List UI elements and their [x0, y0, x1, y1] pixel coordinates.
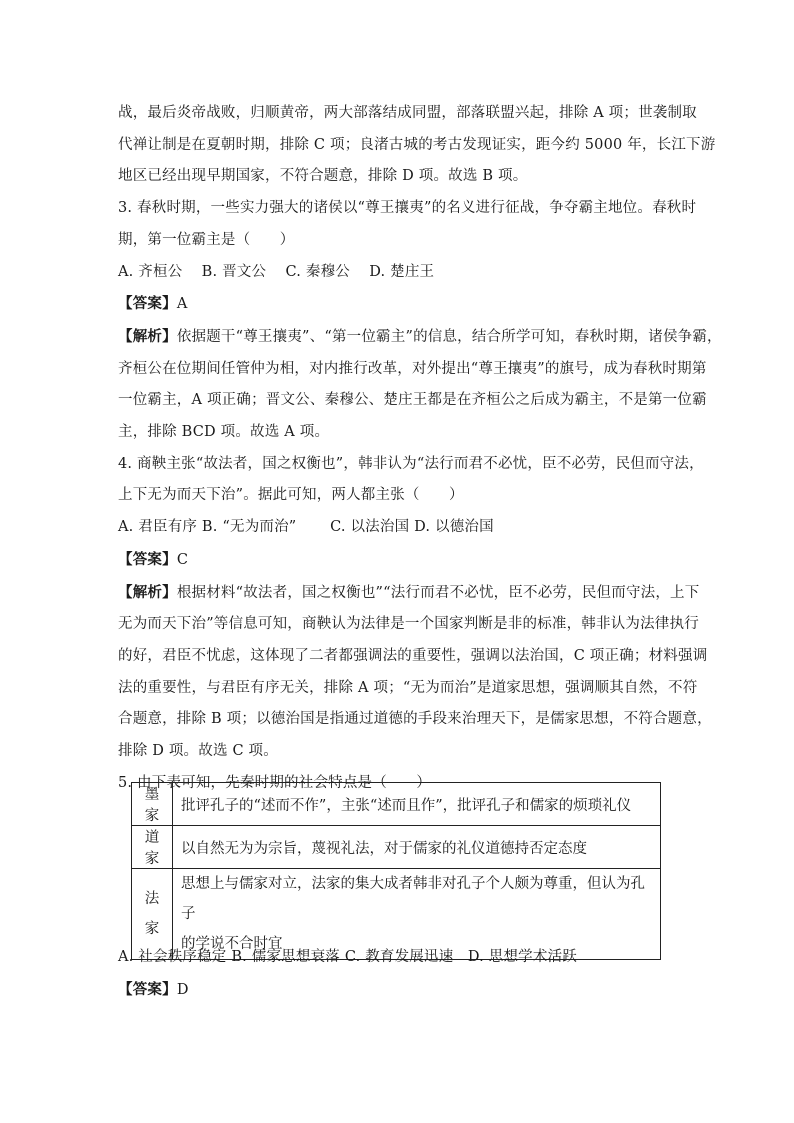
q3-answer	[118, 288, 688, 321]
q4-options	[118, 512, 688, 544]
q4-analysis-line: 合题意，排除 B 项；以德治国是指通过道德的手段来治理天下，是儒家思想，不符合题意，	[118, 711, 712, 728]
q3-analysis-line: 主，排除 BCD 项。故选 A 项。	[118, 424, 330, 441]
answer-label: 【答案】	[118, 980, 177, 998]
answer-value: D	[176, 981, 189, 998]
table-row	[132, 783, 661, 826]
q4-answer	[118, 544, 688, 577]
q3-option-b: B. 晋文公	[201, 263, 267, 280]
document-body	[118, 98, 722, 799]
analysis-label: 【解析】	[118, 583, 177, 601]
table-description: 思想上与儒家对立，法家的集大成者韩非对孔子个人颇为尊重，但认为孔子 的学说不合时宜	[173, 869, 661, 960]
q3-stem-line: 3. 春秋时期，一些实力强大的诸侯以“尊王攘夷”的名义进行征战，争夺霸主地位。春秋时	[118, 200, 697, 217]
q5-answer	[118, 974, 688, 1007]
q5-options	[118, 942, 688, 974]
paragraph-line: 战，最后炎帝战败，归顺黄帝，两大部落结成同盟，部落联盟兴起，排除 A 项；世袭制取	[118, 105, 697, 121]
table-description: 批评孔子的“述而不作”，主张“述而且作”，批评孔子和儒家的烦琐礼仪	[173, 783, 661, 826]
q4-analysis-line: 【解析】根据材料“故法者，国之权衡也”“法行而君不必忧，臣不必劳，民但而守法，上下	[118, 583, 700, 601]
answer-value: C	[176, 551, 189, 568]
schools-table	[131, 782, 661, 960]
q4-stem-line: 4. 商鞅主张“故法者，国之权衡也”，韩非认为“法行而君不必忧，臣不必劳，民但而守法，	[118, 455, 704, 472]
q4-option-a: A. 君臣有序	[118, 519, 198, 536]
table-row	[132, 826, 661, 869]
q5-option-c: C. 教育发展迅速	[344, 949, 454, 965]
q5-option-d: D. 思想学术活跃	[467, 949, 577, 965]
q4-option-d: D. 以德治国	[414, 519, 494, 536]
table-description: 以自然无为为宗旨，蔑视礼法，对于儒家的礼仪道德持否定态度	[173, 826, 661, 869]
q4-analysis-line: 排除 D 项。故选 C 项。	[118, 743, 278, 760]
answer-value: A	[176, 296, 188, 313]
q5-stem: 5. 由下表可知，先秦时期的社会特点是（ ）	[118, 774, 432, 791]
q5-option-a: A. 社会秩序稳定	[118, 949, 227, 965]
q4-option-c: C. 以法治国	[330, 519, 410, 536]
q4-analysis-line: 的好，君臣不忧虑，这体现了二者都强调法的重要性，强调以法治国，C 项正确；材料强调	[118, 647, 708, 664]
paragraph-line: 地区已经出现早期国家，不符合题意，排除 D 项。故选 B 项。	[118, 168, 528, 185]
q3-option-a: A. 齐桓公	[118, 263, 183, 280]
analysis-label: 【解析】	[118, 327, 177, 345]
q4-stem-line: 上下无为而天下治”。据此可知，两人都主张（ ）	[118, 487, 464, 504]
q3-options	[118, 257, 688, 289]
q3-option-c: C. 秦穆公	[285, 263, 350, 280]
table-school: 法家	[132, 869, 173, 960]
q4-analysis-line: 无为而天下治”等信息可知，商鞅认为法律是一个国家判断是非的标准，韩非认为法律执行	[118, 616, 699, 633]
paragraph-line: 代禅让制是在夏朝时期，排除 C 项；良渚古城的考古发现证实，距今约 5000 年，长江下游	[118, 136, 716, 153]
q3-analysis-line: 一位霸主，A 项正确；晋文公、秦穆公、楚庄王都是在齐桓公之后成为霸主，不是第一位霸	[118, 392, 707, 409]
q5-option-b: B. 儒家思想衰落	[231, 949, 340, 965]
q3-analysis-line: 【解析】依据题干“尊王攘夷”、“第一位霸主”的信息，结合所学可知，春秋时期，诸侯争霸，	[118, 327, 722, 345]
table-school: 墨家	[132, 783, 173, 826]
table-school: 道家	[132, 826, 173, 869]
q3-option-d: D. 楚庄王	[369, 263, 435, 280]
answer-label: 【答案】	[118, 550, 177, 568]
q5-after-table	[118, 942, 688, 1006]
answer-label: 【答案】	[118, 295, 177, 313]
q3-analysis-line: 齐桓公在位期间任管仲为相，对内推行改革，对外提出“尊王攘夷”的旗号，成为春秋时期第	[118, 360, 707, 377]
q4-option-b: B. “无为而治”	[201, 519, 297, 536]
q3-stem-line: 期，第一位霸主是（ ）	[118, 231, 295, 248]
q4-analysis-line: 法的重要性，与君臣有序无关，排除 A 项；“无为而治”是道家思想，强调顺其自然，不符	[118, 679, 698, 696]
